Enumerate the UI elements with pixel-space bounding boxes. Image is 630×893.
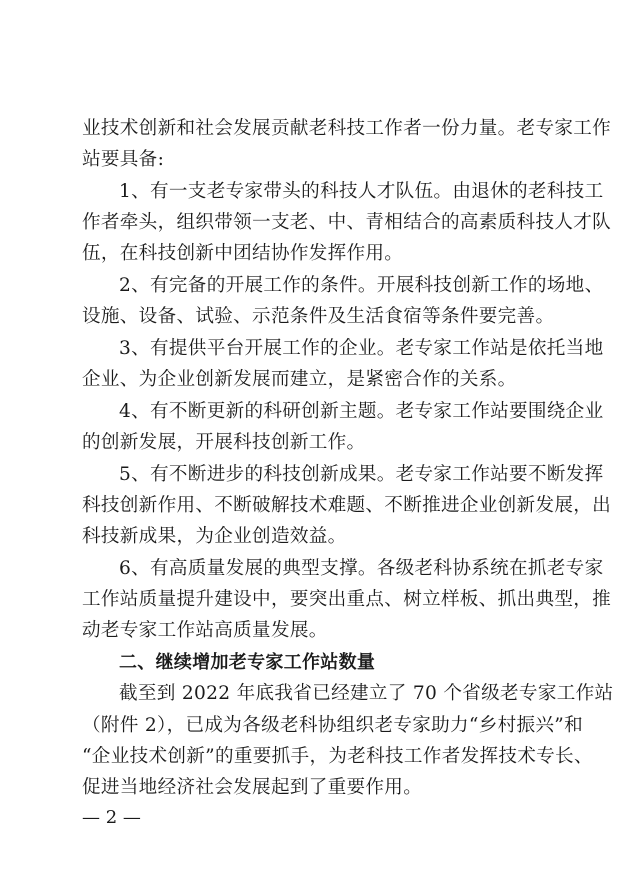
body-text-line: 站要具备: [82, 149, 165, 170]
body-text-line: “企业技术创新”的重要抓手，为老科技工作者发挥技术专长、 [82, 746, 593, 767]
list-item-6-line: 工作站质量提升建设中，要突出重点、树立样板、抓出典型，推 [82, 589, 612, 610]
section-heading: 二、继续增加老专家工作站数量 [119, 652, 376, 673]
list-item-5-line: 科技新成果，为企业创造效益。 [82, 526, 347, 547]
list-item-5-line: 5、有不断进步的科技创新成果。老专家工作站要不断发挥 [119, 464, 604, 485]
list-item-5-line: 科技创新作用、不断破解技术难题、不断推进企业创新发展，出 [82, 495, 612, 516]
list-item-4-line: 的创新发展，开展科技创新工作。 [82, 432, 366, 453]
list-item-4-line: 4、有不断更新的科研创新主题。老专家工作站要围绕企业 [119, 401, 604, 422]
body-text-line: 业技术创新和社会发展贡献老科技工作者一份力量。老专家工作 [82, 118, 612, 139]
list-item-2-line: 2、有完备的开展工作的条件。开展科技创新工作的场地、 [119, 275, 604, 296]
list-item-1-line: 1、有一支老专家带头的科技人才队伍。由退休的老科技工 [119, 181, 604, 202]
list-item-6-line: 6、有高质量发展的典型支撑。各级老科协系统在抓老专家 [119, 558, 604, 579]
list-item-1-line: 作者牵头，组织带领一支老、中、青相结合的高素质科技人才队 [82, 212, 612, 233]
list-item-1-line: 伍，在科技创新中团结协作发挥作用。 [82, 243, 404, 264]
body-text-line: 促进当地经济社会发展起到了重要作用。 [82, 777, 423, 798]
list-item-6-line: 动老专家工作站高质量发展。 [82, 620, 328, 641]
page-number: — 2 — [82, 807, 141, 828]
body-text-line: 截至到 2022 年底我省已经建立了 70 个省级老专家工作站 [119, 683, 614, 704]
list-item-2-line: 设施、设备、试验、示范条件及生活食宿等条件要完善。 [82, 306, 555, 327]
list-item-3-line: 3、有提供平台开展工作的企业。老专家工作站是依托当地 [119, 338, 604, 359]
body-text-line: （附件 2），已成为各级老科协组织老专家助力“乡村振兴”和 [82, 715, 583, 736]
list-item-3-line: 企业、为企业创新发展而建立，是紧密合作的关系。 [82, 369, 517, 390]
